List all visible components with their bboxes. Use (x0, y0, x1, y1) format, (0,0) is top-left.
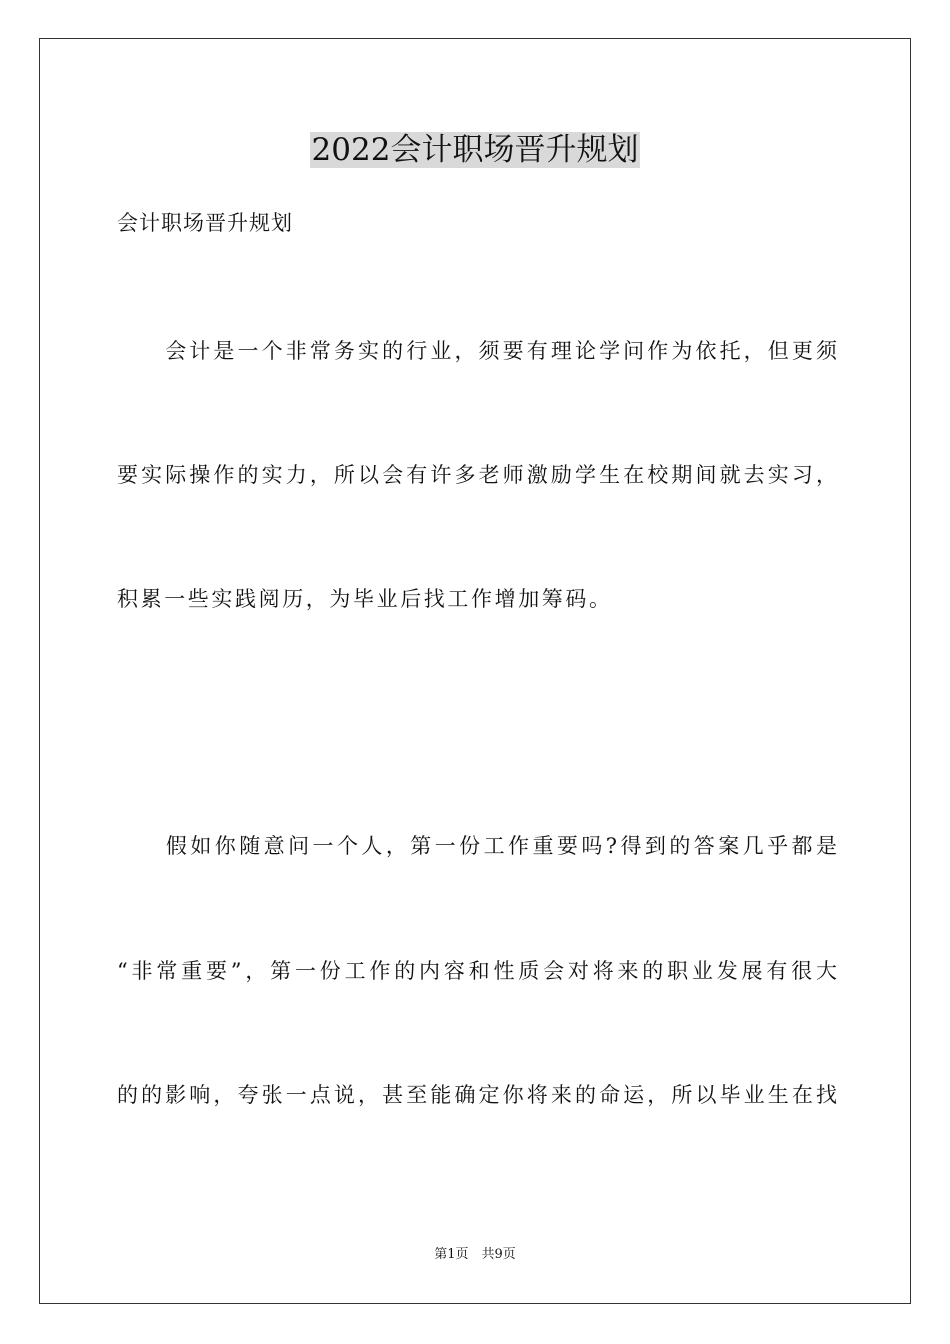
paragraph-2-line-3: 的的影响，夸张一点说，甚至能确定你将来的命运，所以毕业生在找 (117, 1083, 837, 1107)
document-title-text: 2022会计职场晋升规划 (311, 132, 639, 168)
paragraph-1-line-3: 积累一些实践阅历，为毕业后找工作增加筹码。 (117, 587, 613, 611)
paragraph-1-line-1: 会计是一个非常务实的行业，须要有理论学问作为依托，但更须 (117, 339, 837, 363)
paragraph-1-line-2: 要实际操作的实力，所以会有许多老师激励学生在校期间就去实习， (117, 463, 837, 487)
document-subtitle: 会计职场晋升规划 (117, 211, 293, 235)
document-title (0, 128, 950, 172)
paragraph-2-line-1: 假如你随意问一个人，第一份工作重要吗?得到的答案几乎都是 (117, 834, 837, 858)
page-indicator: 第1页 共9页 (434, 1247, 516, 1262)
paragraph-2-line-2: “非常重要”，第一份工作的内容和性质会对将来的职业发展有很大 (117, 959, 837, 983)
